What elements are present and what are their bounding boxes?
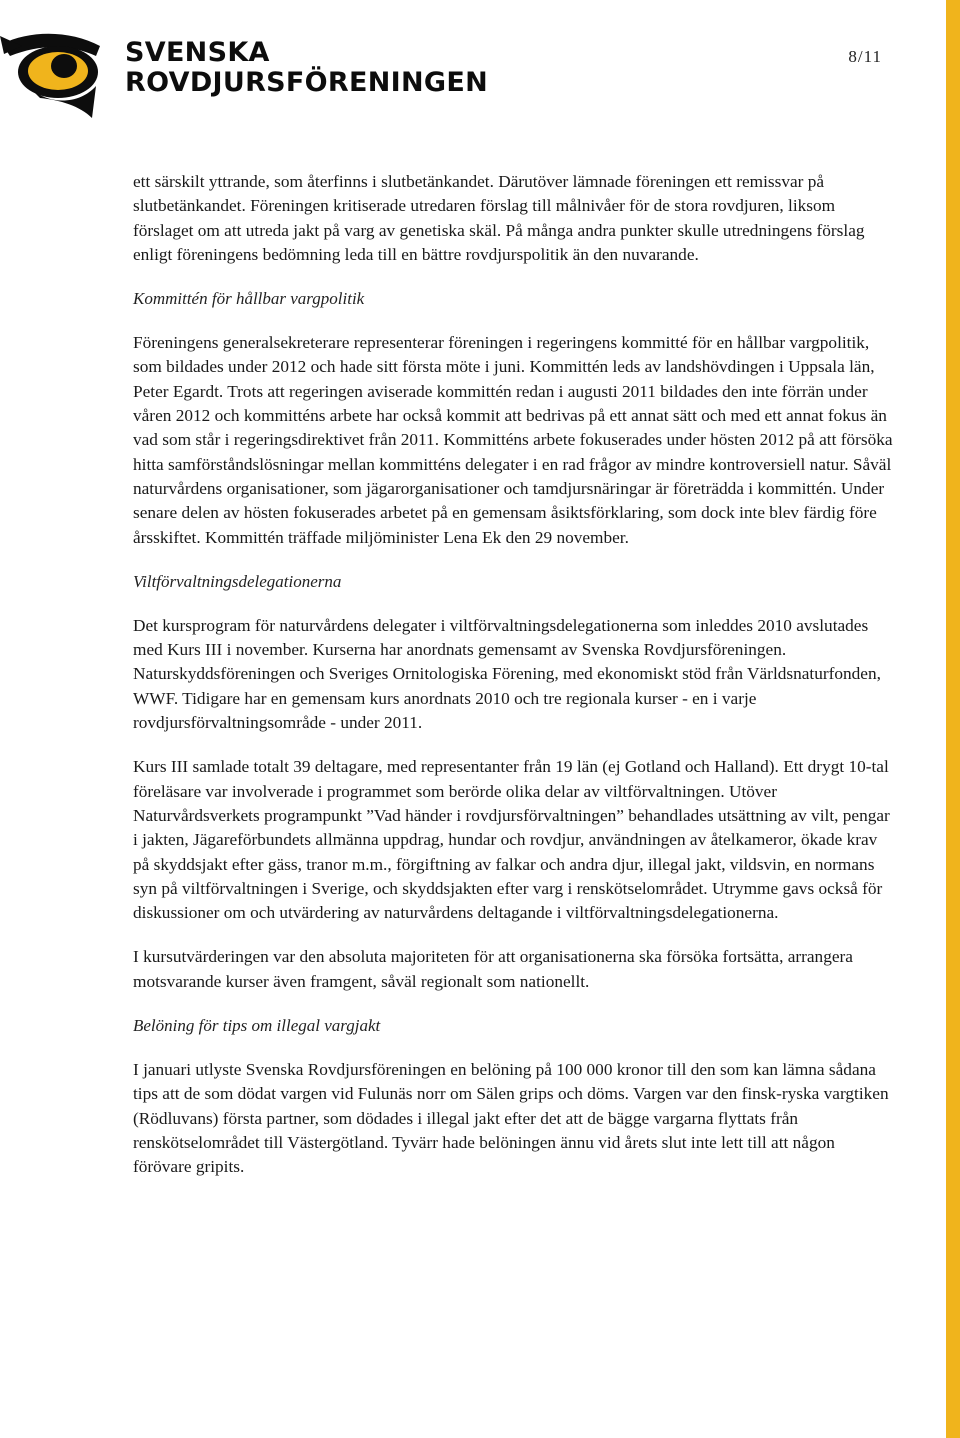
brand-line-1: SVENSKA — [125, 37, 270, 68]
section-heading: Belöning för tips om illegal vargjakt — [133, 1016, 381, 1036]
owl-eye-logo-icon — [0, 26, 110, 126]
document-body — [133, 170, 893, 1200]
page-edge-accent-bar — [946, 0, 960, 1438]
section-heading: Viltförvaltningsdelegationerna — [133, 571, 342, 591]
paragraph: Föreningens generalsekreterare representerar föreningen i regeringens kommitté för en hållbar vargpolitik, som bildades under 2012 och hade sitt första möte i juni. Kommittén leds av landshövdingen i Uppsala län, Peter Egardt. Trots att regeringen aviserade kommittén redan i augusti 2011 bildades den inte förrän under våren 2012 och kommitténs arbete har också kommit att bedrivas på ett annat sätt och med ett annat fokus än vad som står i regeringsdirektivet från 2011. Kommitténs arbete fokuserades under hösten 2012 på att försöka hitta samförståndslösningar mellan kommitténs delegater i en rad frågor av mindre kontroversiell natur. Såväl naturvårdens organisationer, som jägarorganisationer och tamdjursnäringar är företrädda i kommittén. Under senare delen av hösten fokuserades arbetet på en gemensam åsiktsförklaring, som dock inte blev färdig före årsskiftet. Kommittén träffade miljöminister Lena Ek den 29 november. — [133, 333, 893, 547]
paragraph: ett särskilt yttrande, som återfinns i slutbetänkandet. Därutöver lämnade föreningen ett remissvar på slutbetänkandet. Föreningen kritiserade utredaren förslag till målnivåer för de stora rovdjuren, liksom förslaget om att utreda jakt på varg av genetiska skäl. På många andra punkter skulle utredningens förslag enligt föreningens bedömning leda till en bättre rovdjurspolitik än den nuvarande. — [133, 172, 865, 264]
page-number: 8/11 — [848, 47, 882, 66]
paragraph: Kurs III samlade totalt 39 deltagare, med representanter från 19 län (ej Gotland och Halland). Ett drygt 10-tal föreläsare var involverade i programmet som berörde olika delar av viltförvaltningen. Utöver Naturvårdsverkets programpunkt ”Vad händer i rovdjursförvaltningen” behandlades utsättning av vilt, pengar i jakten, Jägareförbundets allmänna uppdrag, hundar och rovdjur, användningen av åtelkameror, ökade krav på skyddsjakt efter gäss, tranor m.m., förgiftning av falkar och andra djur, illegal jakt, vildsvin, en normans syn på viltförvaltningen i Sverige, och skyddsjakten efter varg i renskötselområdet. Utrymme gavs också för diskussioner om och utvärdering av naturvårdens deltagande i viltförvaltningsdelegationerna. — [133, 757, 890, 923]
brand-line-2: ROVDJURSFÖRENINGEN — [125, 67, 489, 98]
paragraph: Det kursprogram för naturvårdens delegater i viltförvaltningsdelegationerna som inleddes 2010 avslutades med Kurs III i november. Kurserna har anordnats gemensamt av Svenska Rovdjursföreningen. Naturskyddsföreningen och Sveriges Ornitologiska Förening, med ekonomiskt stöd från Världsnaturfonden, WWF. Tidigare har en gemensam kurs anordnats 2010 och tre regionala kurser - en i varje rovdjursförvaltningsområde - under 2011. — [133, 615, 881, 733]
paragraph: I kursutvärderingen var den absoluta majoriteten för att organisationerna ska försöka fortsätta, arrangera motsvarande kurser även framgent, såväl regionalt som nationellt. — [133, 947, 853, 991]
brand-name — [125, 38, 488, 98]
section-heading: Kommittén för hållbar vargpolitik — [133, 289, 365, 309]
paragraph: I januari utlyste Svenska Rovdjursföreningen en belöning på 100 000 kronor till den som kan lämna sådana tips att de som dödat vargen vid Fulunäs norr om Sälen grips och döms. Vargen var den finsk-ryska vargtiken (Rödluvans) första partner, som dödades i illegal jakt efter det att de bägge vargarna flyttats från renskötselområdet till Västergötland. Tyvärr hade belöningen ännu vid årets slut inte lett till att någon förövare gripits. — [133, 1060, 889, 1177]
